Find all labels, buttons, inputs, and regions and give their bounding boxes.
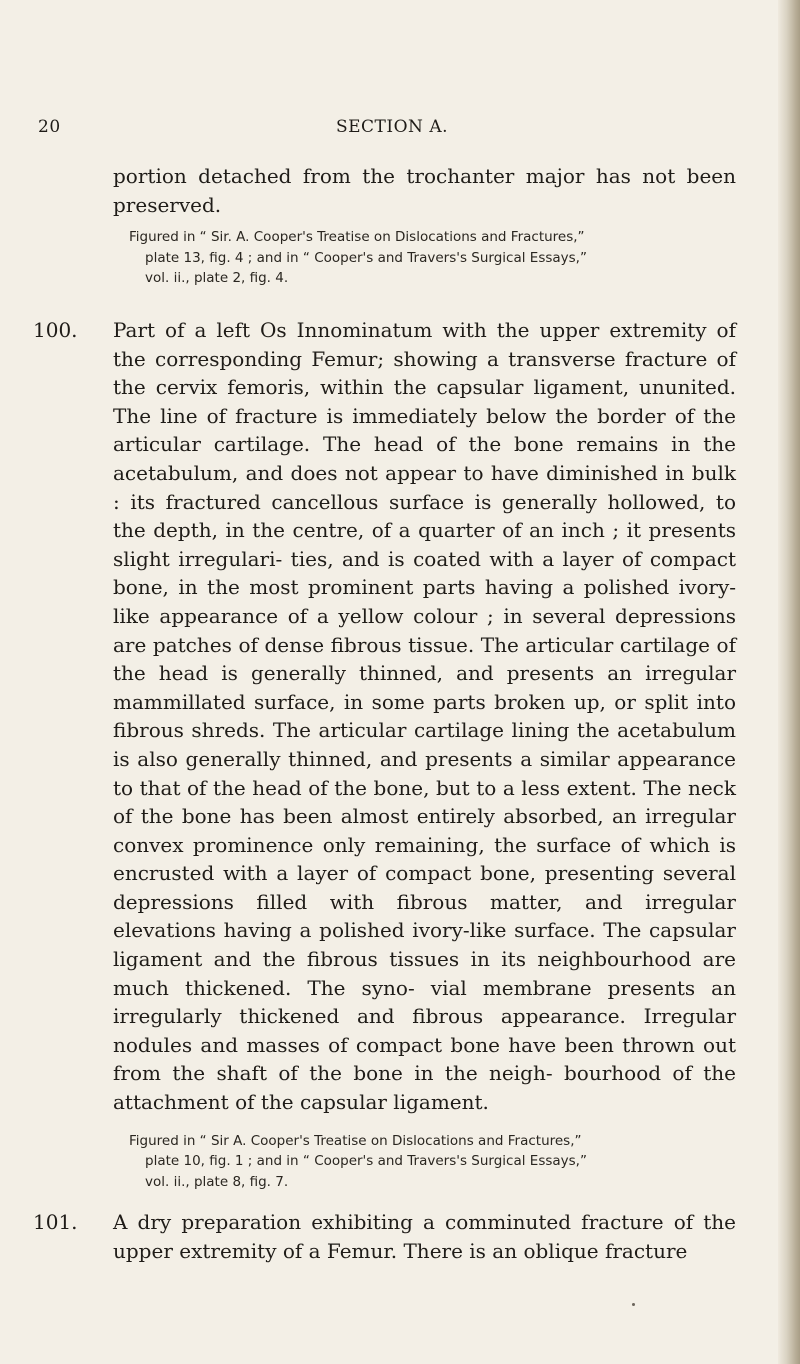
intro-figure-reference — [129, 227, 729, 289]
entry-number: 100. — [33, 318, 78, 342]
ink-speck — [632, 1303, 635, 1306]
figure-reference-line: plate 10, fig. 1 ; and in “ Cooper's and Travers's Surgical Essays,” — [145, 1153, 587, 1170]
figure-reference-line: Figured in “ Sir. A. Cooper's Treatise on Dislocations and Fractures,” — [129, 229, 585, 246]
entry-100 — [33, 316, 736, 1192]
page-edge-shadow — [778, 0, 800, 1364]
intro-block — [113, 162, 736, 289]
entry-figure-reference — [129, 1131, 729, 1193]
entry-101 — [33, 1208, 736, 1265]
intro-paragraph: portion detached from the trochanter major has not been preserved. — [113, 164, 736, 217]
page-header — [38, 117, 746, 145]
running-head: SECTION A. — [335, 117, 448, 137]
figure-reference-line: vol. ii., plate 8, fig. 7. — [145, 1173, 289, 1190]
figure-reference-line: vol. ii., plate 2, fig. 4. — [145, 270, 289, 287]
figure-reference-line: Figured in “ Sir A. Cooper's Treatise on Dislocations and Fractures,” — [129, 1132, 582, 1149]
page-number: 20 — [38, 117, 61, 137]
entry-paragraph: A dry preparation exhibiting a comminuted fracture of the upper extremity of a Femur. There is an oblique fracture — [113, 1210, 736, 1263]
entry-paragraph: Part of a left Os Innominatum with the upper extremity of the corresponding Femur; showing a transverse fracture of the cervix femoris, within the capsular ligament, ununited. The line of fracture is immediately below the border of the articular cartilage. The head of the bone remains in the acetabulum, and does not appear to have diminished in bulk : its fractured cancellous surface is generally hollowed, to the depth, in the centre, of a quarter of an inch ; it presents slight irregulari- ties, and is coated with a layer of compact bone, in the most prominent parts having a polished ivory-like appearance of a yellow colour ; in several depressions are patches of dense fibrous tissue. The articular cartilage of the head is generally thinned, and presents an irregular mammillated surface, in some parts broken up, or split into fibrous shreds. The articular cartilage lining the acetabulum is also generally thinned, and presents a similar appearance to that of the head of the bone, but to a less extent. The neck of the bone has been almost entirely absorbed, an irregular convex prominence only remaining, the surface of which is encrusted with a layer of compact bone, presenting several depressions filled with fibrous matter, and irregular elevations having a polished ivory-like surface. The capsular ligament and the fibrous tissues in its neighbourhood are much thickened. The syno- vial membrane presents an irregularly thickened and fibrous appearance. Irregular nodules and masses of compact bone have been thrown out from the shaft of the bone in the neigh- bourhood of the attachment of the capsular ligament. — [113, 318, 736, 1115]
entry-number: 101. — [33, 1210, 78, 1234]
figure-reference-line: plate 13, fig. 4 ; and in “ Cooper's and Travers's Surgical Essays,” — [145, 249, 587, 266]
